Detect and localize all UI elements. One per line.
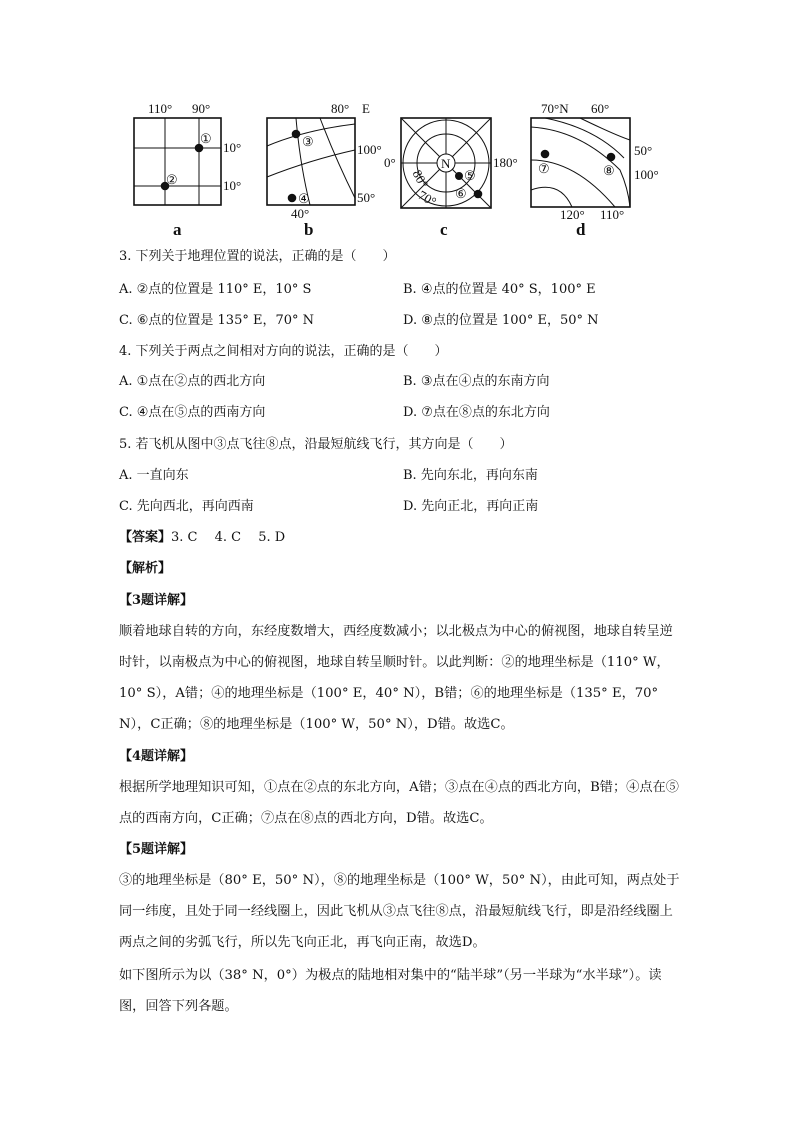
q4-option-a: A. ①点在②点的西北方向 [119,374,266,389]
q3-option-d: D. ⑧点的位置是 100° E，50° N [403,313,599,328]
map-d-bottom-110: 110° [600,207,625,222]
map-b-letter: b [304,220,314,239]
map-a-lon-left: 110° [148,101,173,116]
map-a-point-1: ① [200,131,212,146]
q5-option-b: B. 先向东北，再向东南 [403,468,538,483]
map-c-right-lon: 180° [493,155,518,170]
map-a-letter: a [173,220,182,239]
map-c-inner-lat: 80° [409,167,432,191]
maps-figure [0,0,794,245]
map-d-lon-top: 60° [591,101,610,116]
q5-option-c: C. 先向西北，再向西南 [119,499,254,514]
q5-option-d: D. 先向正北，再向正南 [403,499,539,514]
map-c-left-lon: 0° [384,155,396,170]
answer-text: 3. C 4. C 5. D [171,530,286,545]
q5-stem: 5. 若飞机从图中③点飞往⑧点，沿最短航线飞行，其方向是（ ） [119,437,513,452]
map-c-point-6: ⑥ [455,186,467,201]
map-d-letter: d [576,220,586,239]
map-c-point-5: ⑤ [464,168,476,183]
q5-option-a: A. 一直向东 [119,468,189,483]
analysis-label: 【解析】 [119,561,172,576]
detail-4-body: 根据所学地理知识可知，①点在②点的东北方向，A错；③点在④点的西北方向，B错；④点在⑤点的西南方向，C正确；⑦点在⑧点的西北方向，D错。故选C。 [119,780,679,826]
map-a-lat-bottom: 10° [223,178,242,193]
q4-option-b: B. ③点在④点的东南方向 [403,374,550,389]
maps-svg [0,0,794,245]
q3-option-c: C. ⑥点的位置是 135° E，70° N [119,313,315,328]
map-b-lat-bottom-right: 50° [357,190,376,205]
map-d-lat-top: 70°N [541,101,569,116]
map-d-point-8: ⑧ [603,163,615,178]
answer-line [119,530,285,546]
map-c-outer-lat: 70° [415,187,440,210]
q3-stem: 3. 下列关于地理位置的说法，正确的是（ ） [119,249,396,264]
map-a-lat-top: 10° [223,140,242,155]
map-c-pole: N [441,156,451,171]
map-b-east: E [362,101,370,116]
intro-paragraph: 如下图所示为以（38° N，0°）为极点的陆地相对集中的“陆半球”（另一半球为“水半球”）。读图，回答下列各题。 [119,968,662,1014]
q3-option-a: A. ②点的位置是 110° E，10° S [119,282,312,297]
detail-3-body: 顺着地球自转的方向，东经度数增大，西经度数减小；以北极点为中心的俯视图，地球自转呈逆时针，以南极点为中心的俯视图，地球自转呈顺时针。以此判断：②的地理坐标是（110° W，10° S），A错；④的地理坐标是（100° E，40° N），B错；⑥的地理坐标是（135° E，70° N），C正确；⑧的地理坐标是（100° W，50° N），D错。故选C。 [119,624,673,732]
map-b-point-4: ④ [298,191,310,206]
map-b-lon-top: 80° [331,101,350,116]
map-d-point-7: ⑦ [538,161,550,176]
map-d-right-50: 50° [634,143,653,158]
detail-4-heading: 【4题详解】 [119,749,194,764]
q3-option-b: B. ④点的位置是 40° S，100° E [403,282,596,297]
answer-label: 【答案】 [119,530,172,545]
map-a-lon-right: 90° [192,101,211,116]
map-b [267,118,355,205]
map-b-point-3: ③ [302,134,314,149]
q4-option-d: D. ⑦点在⑧点的东北方向 [403,405,550,420]
detail-5-body: ③的地理坐标是（80° E，50° N），⑧的地理坐标是（100° W，50° N），由此可知，两点处于同一纬度，且处于同一经线圈上，因此飞机从③点飞往⑧点，沿最短航线飞行，即是沿经线圈上两点之间的劣弧飞行，所以先飞向正北，再飞向正南，故选D。 [119,873,680,950]
map-b-lat-right: 100° [357,142,382,157]
detail-5-heading: 【5题详解】 [119,842,194,857]
map-d-bottom-120: 120° [560,207,585,222]
map-a-point-2: ② [166,172,178,187]
q4-option-c: C. ④点在⑤点的西南方向 [119,405,266,420]
map-d-right-100: 100° [634,167,659,182]
detail-3-heading: 【3题详解】 [119,593,194,608]
map-b-lon-bottom: 40° [291,206,310,221]
map-c-letter: c [440,220,448,239]
q4-stem: 4. 下列关于两点之间相对方向的说法，正确的是（ ） [119,344,448,359]
